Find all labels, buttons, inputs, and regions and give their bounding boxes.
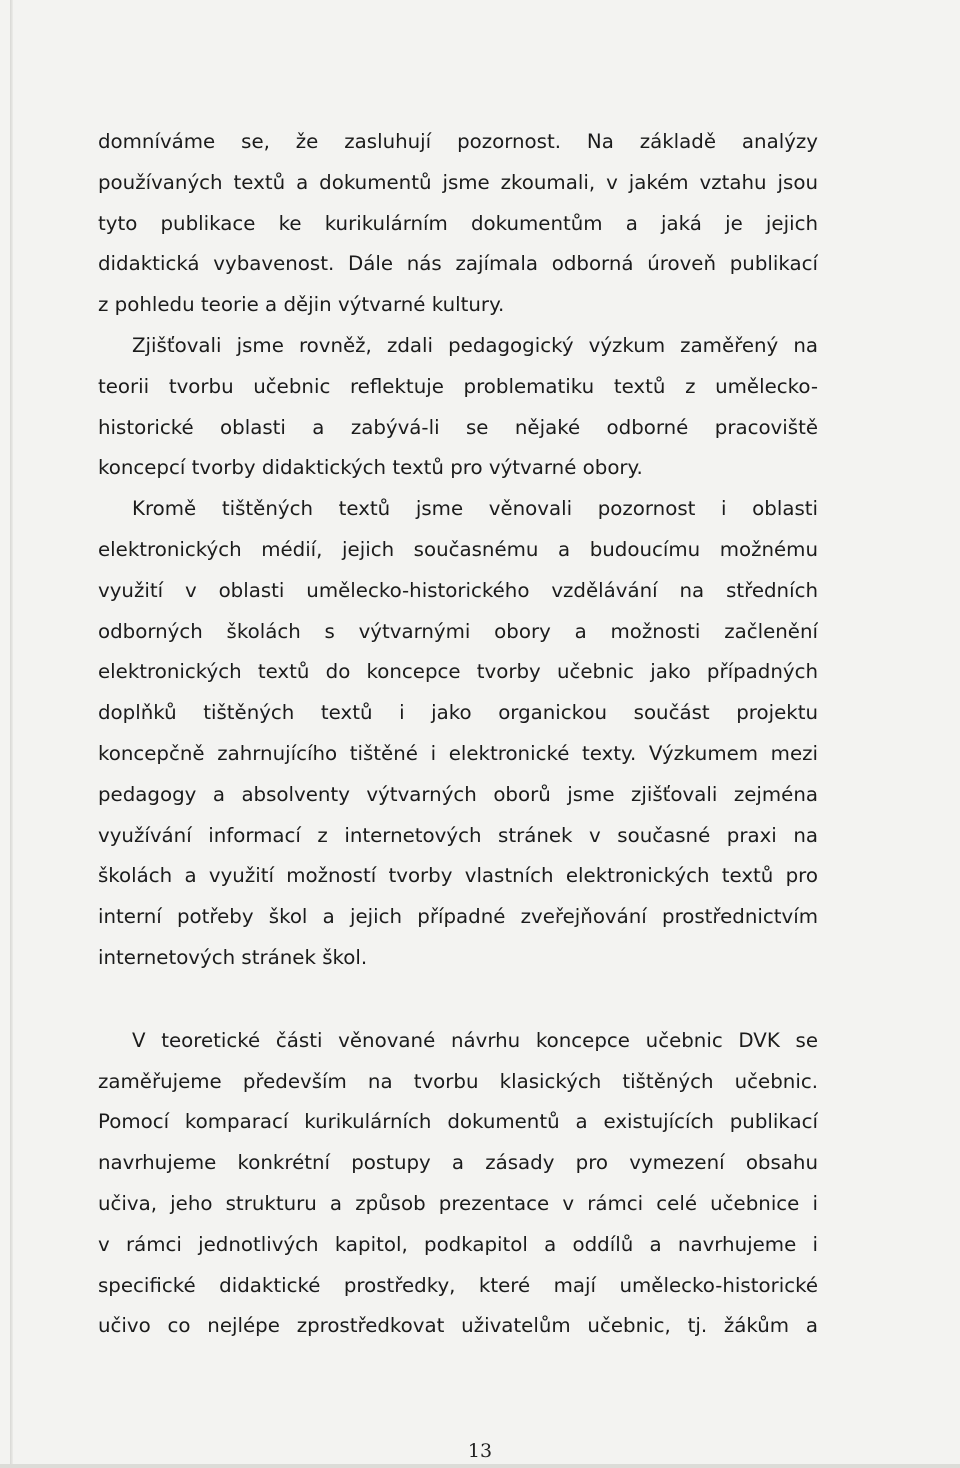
text-line: učiva, jeho strukturu a způsob prezentace v rámci celé učebnice i <box>98 1191 818 1215</box>
text-line: interní potřeby škol a jejich případné zveřejňování prostřednictvím <box>98 905 818 929</box>
text-line: elektronických textů do koncepce tvorby učebnic jako případných <box>98 660 818 684</box>
text-line: navrhujeme konkrétní postupy a zásady pro vymezení obsahu <box>98 1151 818 1175</box>
text-line: internetových stránek škol. <box>98 945 368 969</box>
text-line: V teoretické části věnované návrhu koncepce učebnic DVK se <box>132 1028 818 1052</box>
text-line: používaných textů a dokumentů jsme zkoumali, v jakém vztahu jsou <box>98 170 818 194</box>
text-line: didaktická vybavenost. Dále nás zajímala odborná úroveň publikací <box>98 252 818 276</box>
text-line: využívání informací z internetových stránek v současné praxi na <box>98 823 818 847</box>
text-line: Zjišťovali jsme rovněž, zdali pedagogický výzkum zaměřený na <box>132 333 818 357</box>
page-edge-left <box>10 0 13 1468</box>
paragraph-2 <box>98 326 818 489</box>
text-line: specifické didaktické prostředky, které mají umělecko-historické <box>98 1273 818 1297</box>
paragraph-3 <box>98 489 818 979</box>
text-line: z pohledu teorie a dějin výtvarné kultury. <box>98 293 505 317</box>
paragraph-1 <box>98 122 818 326</box>
page-edge-bottom <box>0 1464 960 1468</box>
text-line: školách a využití možností tvorby vlastních elektronických textů pro <box>98 864 818 888</box>
page-number: 13 <box>467 1440 493 1462</box>
text-line: teorii tvorbu učebnic reflektuje problematiku textů z umělecko- <box>98 374 818 398</box>
paragraph-4 <box>98 1021 818 1347</box>
text-line: domníváme se, že zasluhují pozornost. Na základě analýzy <box>98 130 818 153</box>
text-line: elektronických médií, jejich současnému a budoucímu možnému <box>98 537 818 561</box>
text-line: tyto publikace ke kurikulárním dokumentům a jaká je jejich <box>98 211 818 235</box>
text-line: historické oblasti a zabývá-li se nějaké odborné pracoviště <box>98 415 818 439</box>
text-line: pedagogy a absolventy výtvarných oborů jsme zjišťovali zejména <box>98 782 818 806</box>
text-line: Pomocí komparací kurikulárních dokumentů a existujících publikací <box>98 1110 818 1134</box>
text-line: Kromě tištěných textů jsme věnovali pozornost i oblasti <box>132 497 818 521</box>
text-line: doplňků tištěných textů i jako organickou součást projektu <box>98 701 818 725</box>
text-line: učivo co nejlépe zprostředkovat uživatelům učebnic, tj. žákům a <box>98 1314 818 1338</box>
body-text <box>98 122 818 1347</box>
text-line: koncepcí tvorby didaktických textů pro výtvarné obory. <box>98 456 643 480</box>
text-line: využití v oblasti umělecko-historického vzdělávání na středních <box>98 578 818 602</box>
text-line: koncepčně zahrnujícího tištěné i elektronické texty. Výzkumem mezi <box>98 741 818 765</box>
text-line: odborných školách s výtvarnými obory a možnosti začlenění <box>98 619 818 643</box>
text-line: zaměřujeme především na tvorbu klasických tištěných učebnic. <box>98 1069 818 1093</box>
text-line: v rámci jednotlivých kapitol, podkapitol a oddílů a navrhujeme i <box>98 1232 818 1256</box>
paragraph-gap <box>98 979 818 1021</box>
